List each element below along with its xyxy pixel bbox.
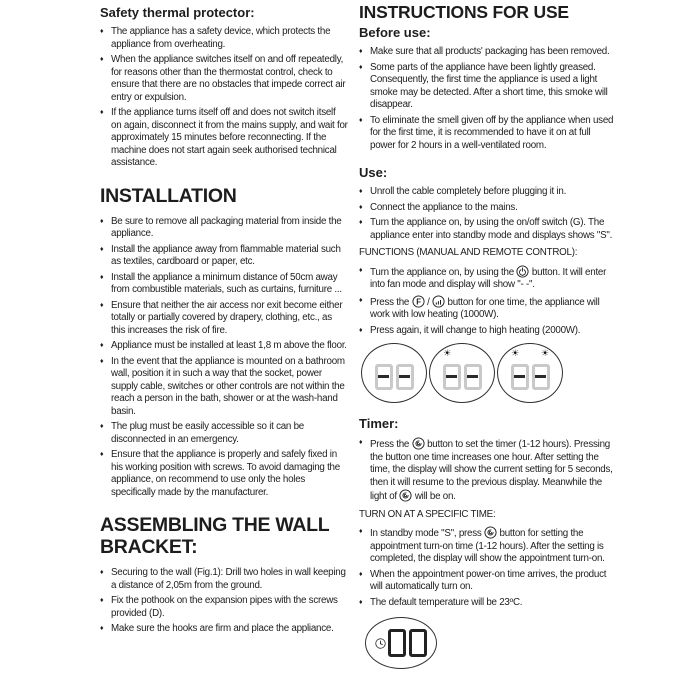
timer-button-icon: [484, 526, 497, 539]
f-button-icon: [412, 295, 425, 308]
bullet-diamond-icon: ♦: [100, 245, 104, 253]
bullet-item: [359, 115, 615, 153]
segment-dash: [535, 375, 546, 378]
bullet-diamond-icon: ♦: [359, 570, 363, 578]
bullet-item: [100, 340, 348, 353]
bullet-item: [100, 54, 348, 104]
timer-display-circle: [365, 617, 437, 669]
bullet-diamond-icon: ♦: [100, 357, 104, 365]
text-segment: /: [424, 296, 433, 308]
bullet-item: [100, 107, 348, 170]
text-segment: button to set the timer (1-12 hours). Pressing the button one time increases one hour. After setting the time, the display will show the current setting for 5 seconds, then it will resume to the previous display. Meanwhile the light of: [370, 439, 613, 502]
bullet-text: [370, 115, 613, 151]
bullet-diamond-icon: ♦: [100, 28, 104, 35]
bullet-diamond-icon: ♦: [359, 296, 363, 304]
timer-button-icon: [399, 489, 412, 502]
seven-segment-digit: [396, 364, 414, 390]
bullet-diamond-icon: ♦: [359, 203, 363, 211]
text-segment: Securing to the wall (Fig.1): Drill two holes in wall keeping a distance of 2,05m from the ground.: [111, 567, 346, 591]
text-segment: Install the appliance a minimum distance of 50cm away from combustible materials, such as curtains, furniture ...: [111, 271, 342, 295]
bullet-text: [111, 421, 304, 445]
text-segment: Make sure that all products' packaging has been removed.: [370, 46, 610, 57]
section-heading: INSTALLATION: [100, 184, 237, 207]
bullet-item: [100, 216, 348, 241]
bullet-item: [359, 46, 615, 59]
page-title: INSTRUCTIONS FOR USE: [359, 2, 569, 22]
bullet-text: [111, 340, 347, 351]
bullet-text: [370, 62, 608, 111]
bullet-diamond-icon: ♦: [100, 625, 104, 632]
bullet-text: [370, 597, 522, 608]
text-segment: Unroll the cable completely before plugging it in.: [370, 186, 567, 197]
heat-indicators: [443, 349, 481, 358]
text-segment: When the appointment power-on time arrives, the product will automatically turn on.: [370, 568, 607, 592]
bullet-item: [100, 26, 348, 51]
segment-display: [388, 629, 427, 657]
subsection-heading: Timer:: [359, 416, 399, 431]
segment-display: [375, 357, 414, 390]
seven-segment-digit: [511, 364, 529, 390]
text-segment: Be sure to remove all packaging material from inside the appliance.: [111, 215, 342, 239]
text-segment: The default temperature will be 23ºC.: [370, 596, 523, 608]
text-segment: Turn the appliance on, by using the on/off switch (G). The appliance enter into standby mode and displays shows "S".: [370, 217, 613, 241]
bullet-text: [370, 186, 566, 197]
text-segment: Press again, it will change to high heating (2000W).: [370, 324, 581, 336]
bullet-text: [111, 623, 334, 634]
bullet-item: [359, 295, 615, 322]
text-segment: To eliminate the smell given off by the appliance when used for the first time, it is recommended to have it on at full power for 2 hours in a well-ventilated room.: [370, 114, 614, 151]
bullet-item: [359, 217, 615, 242]
bullet-item: [359, 62, 615, 112]
segment-display: [511, 357, 550, 390]
bullet-diamond-icon: ♦: [359, 188, 363, 195]
bullet-diamond-icon: ♦: [359, 598, 363, 606]
text-segment: Appliance must be installed at least 1,8 m above the floor.: [111, 340, 347, 351]
bullet-diamond-icon: ♦: [100, 273, 104, 281]
bullet-diamond-icon: ♦: [359, 439, 363, 446]
bullet-text: [370, 325, 580, 336]
bullet-diamond-icon: ♦: [359, 48, 363, 55]
text-segment: button for one time, the appliance will work with low heating (1000W).: [370, 296, 600, 320]
bullet-item: [100, 421, 348, 446]
bullet-item: [100, 595, 348, 620]
bullet-text: [370, 267, 606, 291]
sun-icon: ☀: [443, 348, 452, 358]
text-segment: button. It will enter into fan mode and display will show "- -".: [370, 266, 607, 290]
bullet-diamond-icon: ♦: [100, 301, 104, 309]
sun-icon: ☀: [511, 348, 520, 358]
fan-speed-icon: [432, 295, 445, 308]
segment-dash: [446, 375, 457, 378]
bullet-text: [111, 300, 342, 336]
bullet-text: [111, 26, 330, 50]
text-segment: In the event that the appliance is mounted on a bathroom wall, position it in such a way that the socket, power supply cable, switches or other controls are not within the reach a person in the bath, shower or at the wash-hand basin.: [111, 355, 345, 417]
text-segment: will be on.: [412, 491, 456, 502]
bullet-item: [359, 526, 615, 566]
text-segment: Make sure the hooks are firm and place the appliance.: [111, 623, 334, 634]
bullet-diamond-icon: ♦: [100, 217, 104, 225]
bullet-text: [111, 567, 346, 591]
bullet-diamond-icon: ♦: [100, 569, 104, 576]
seven-segment-digit: [532, 364, 550, 390]
bullet-diamond-icon: ♦: [359, 266, 363, 274]
bullet-item: [100, 244, 348, 269]
caps-line: TURN ON AT A SPECIFIC TIME:: [359, 508, 496, 520]
bullet-diamond-icon: ♦: [359, 528, 363, 535]
seven-segment-digit: [375, 364, 393, 390]
display-circle: [361, 343, 427, 403]
bullet-text: [111, 356, 345, 417]
bullet-diamond-icon: ♦: [100, 451, 104, 458]
text-segment: Ensure that neither the air access nor exit become either totally or partially covered by drapery, clothing, etc., as this increases the risk of fire.: [111, 299, 343, 336]
segment-dash: [467, 375, 478, 378]
bullet-item: [359, 569, 615, 594]
sun-icon: ☀: [540, 348, 549, 358]
bullet-text: [111, 54, 345, 103]
bullet-text: [111, 244, 341, 268]
text-segment: When the appliance switches itself on and off repeatedly, for reasons other than the thermostat control, check to ensure that there are no obstacles that impede correct air entry or expulsion.: [111, 54, 346, 103]
bullet-text: [370, 297, 600, 321]
display-circle: [429, 343, 495, 403]
bullet-item: [359, 265, 615, 292]
bullet-text: [111, 107, 348, 168]
bullet-item: [359, 597, 615, 610]
text-segment: Connect the appliance to the mains.: [370, 201, 518, 213]
subsection-heading: Safety thermal protector:: [100, 5, 255, 20]
segment-display: [443, 357, 482, 390]
text-segment: The plug must be easily accessible so it can be disconnected in an emergency.: [111, 421, 305, 445]
bullet-item: [359, 325, 615, 338]
bullet-item: [100, 272, 348, 297]
display-mode-circles: [361, 343, 615, 403]
bullet-item: [100, 356, 348, 419]
text-segment: Turn the appliance on, by using the: [370, 266, 517, 278]
text-segment: If the appliance turns itself off and does not switch itself on again, disconnect it from the mains supply, and wait for approximately 15 minutes before reconnecting. If the machine does not start again seek authorised technical assistance.: [111, 107, 348, 168]
bullet-item: [100, 623, 348, 636]
seven-segment-digit: [388, 629, 406, 657]
bullet-diamond-icon: ♦: [359, 326, 363, 334]
svg-text:F: F: [415, 296, 421, 306]
bullet-diamond-icon: ♦: [100, 423, 104, 430]
bullet-diamond-icon: ♦: [100, 597, 104, 604]
bullet-diamond-icon: ♦: [100, 56, 104, 63]
text-segment: Press the: [370, 296, 412, 308]
seven-segment-digit: [464, 364, 482, 390]
left-column: [100, 5, 348, 639]
segment-dash: [399, 375, 410, 378]
text-segment: Install the appliance away from flammable material such as textiles, cardboard or paper, etc.: [111, 243, 341, 267]
bullet-text: [370, 217, 612, 241]
bullet-diamond-icon: ♦: [359, 63, 363, 71]
bullet-item: [359, 437, 615, 504]
text-segment: In standby mode "S", press: [370, 528, 485, 539]
bullet-item: [359, 186, 615, 199]
bullet-diamond-icon: ♦: [100, 342, 104, 349]
bullet-text: [370, 202, 518, 213]
caps-line: FUNCTIONS (MANUAL AND REMOTE CONTROL):: [359, 247, 578, 258]
bullet-text: [370, 569, 606, 593]
bullet-diamond-icon: ♦: [359, 219, 363, 226]
display-circle: [497, 343, 563, 403]
heat-indicators: [511, 349, 549, 358]
power-button-icon: [516, 265, 529, 278]
bullet-text: [111, 216, 342, 240]
bullet-text: [370, 439, 613, 502]
text-segment: The appliance has a safety device, which protects the appliance from overheating.: [111, 26, 331, 50]
subsection-heading: Before use:: [359, 25, 431, 40]
right-column: [359, 3, 615, 669]
seven-segment-digit: [443, 364, 461, 390]
bullet-item: [359, 202, 615, 215]
bullet-text: [111, 272, 342, 296]
segment-dash: [514, 375, 525, 378]
bullet-diamond-icon: ♦: [359, 116, 363, 124]
text-segment: button for setting the appointment turn-on time (1-12 hours). After the setting is completed, the display will show the appointment turn-on.: [370, 528, 605, 564]
bullet-text: [370, 528, 605, 564]
timer-button-icon: [412, 437, 425, 450]
text-segment: Fix the pothook on the expansion pipes with the screws provided (D).: [111, 595, 338, 619]
bullet-text: [111, 449, 340, 498]
text-segment: Some parts of the appliance have been lightly greased. Consequently, the first time the appliance is used a light smoke may be detected. After a short time, this smoke will disappear.: [370, 61, 608, 110]
bullet-text: [370, 46, 609, 57]
bullet-diamond-icon: ♦: [100, 109, 104, 116]
clock-icon: [375, 638, 386, 649]
text-segment: Press the: [370, 439, 412, 450]
subsection-heading: Use:: [359, 165, 388, 180]
section-heading: ASSEMBLING THE WALL BRACKET:: [100, 514, 330, 558]
text-segment: Ensure that the appliance is properly and safely fixed in his working position with screws. To avoid damaging the appliance, on recommend to use only the holes specifically made by the manufacturer.: [111, 449, 340, 498]
bullet-item: [100, 567, 348, 592]
seven-segment-digit: [409, 629, 427, 657]
segment-dash: [378, 375, 389, 378]
bullet-text: [111, 595, 338, 619]
bullet-item: [100, 300, 348, 338]
bullet-item: [100, 449, 348, 499]
